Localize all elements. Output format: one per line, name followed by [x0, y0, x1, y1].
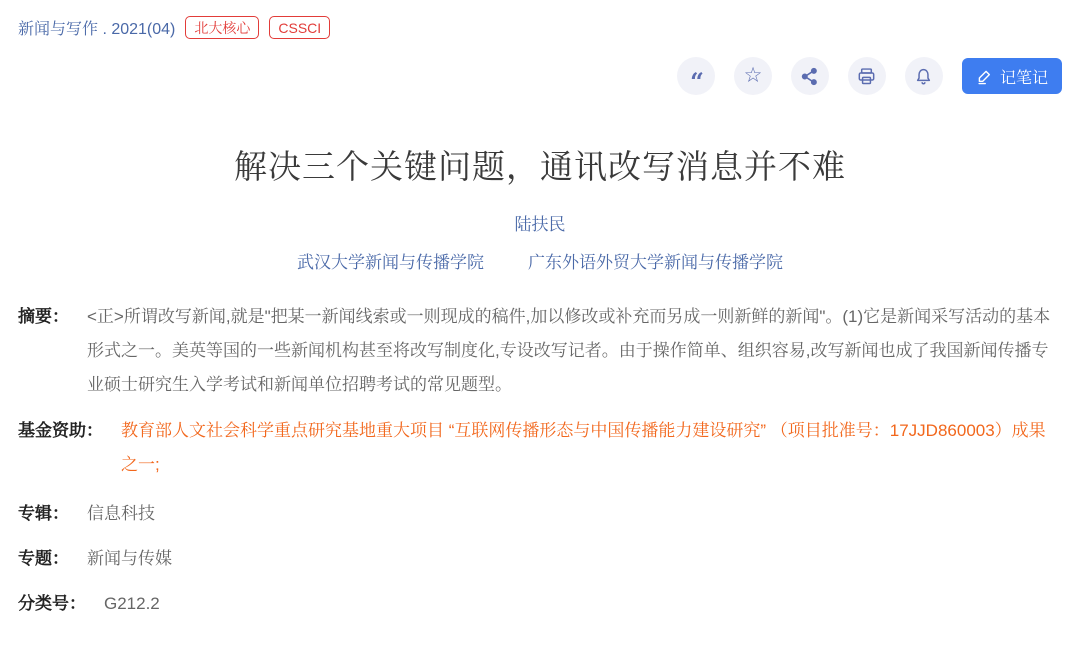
affiliation-link-1[interactable]: 武汉大学新闻与传播学院 — [297, 253, 484, 272]
cssci-badge: CSSCI — [269, 16, 330, 39]
affiliation-link-2[interactable]: 广东外语外贸大学新闻与传播学院 — [528, 253, 783, 272]
metadata-fields — [18, 300, 1062, 616]
topic-row — [18, 547, 1062, 571]
topic-label: 专题： — [18, 549, 69, 568]
author-line — [18, 210, 1062, 235]
star-icon: ☆ — [743, 62, 763, 87]
core-journal-badge: 北大核心 — [185, 16, 259, 39]
pencil-icon — [976, 68, 993, 85]
author-link[interactable]: 陆扶民 — [514, 215, 566, 234]
classification-label: 分类号： — [18, 594, 86, 613]
abstract-text: <正>所谓改写新闻,就是"把某一新闻线索或一则现成的稿件,加以修改或补充而另成一则新鲜的新闻"。(1)它是新闻采写活动的基本形式之一。美英等国的一些新闻机构甚至将改写制度化,专设改写记者。由于操作简单、组织容易,改写新闻也成了我国新闻传播专业硕士研究生入学考试和新闻单位招聘考试的常见题型。 — [87, 307, 1051, 394]
share-icon — [799, 66, 820, 87]
bell-icon — [913, 66, 934, 87]
classification-value: G212.2 — [104, 594, 160, 613]
journal-issue-link[interactable]: 新闻与写作 . 2021(04) — [18, 21, 176, 38]
take-notes-label: 记笔记 — [999, 69, 1048, 87]
abstract-row — [18, 300, 1062, 402]
notification-button[interactable] — [905, 57, 943, 95]
funding-label: 基金资助： — [18, 421, 103, 440]
quote-icon: “ — [690, 67, 702, 96]
topic-value: 新闻与传媒 — [87, 549, 172, 568]
album-label: 专辑： — [18, 504, 69, 523]
classification-row — [18, 592, 1062, 616]
abstract-label: 摘要： — [18, 307, 69, 326]
funding-row — [18, 414, 1062, 482]
action-toolbar — [18, 57, 1062, 95]
share-button[interactable] — [791, 57, 829, 95]
affiliations-line — [18, 248, 1062, 273]
favorite-button[interactable] — [734, 57, 772, 95]
journal-row — [18, 16, 1062, 39]
print-button[interactable] — [848, 57, 886, 95]
printer-icon — [856, 66, 877, 87]
album-value: 信息科技 — [87, 504, 155, 523]
article-detail-page — [0, 16, 1080, 616]
album-row — [18, 502, 1062, 526]
funding-link[interactable]: 教育部人文社会科学重点研究基地重大项目 “互联网传播形态与中国传播能力建设研究” （项目批准号：17JJD860003）成果之一; — [121, 421, 1046, 474]
article-title: 解决三个关键问题，通讯改写消息并不难 — [234, 148, 846, 185]
quote-button[interactable] — [677, 57, 715, 95]
take-notes-button[interactable] — [962, 58, 1062, 94]
